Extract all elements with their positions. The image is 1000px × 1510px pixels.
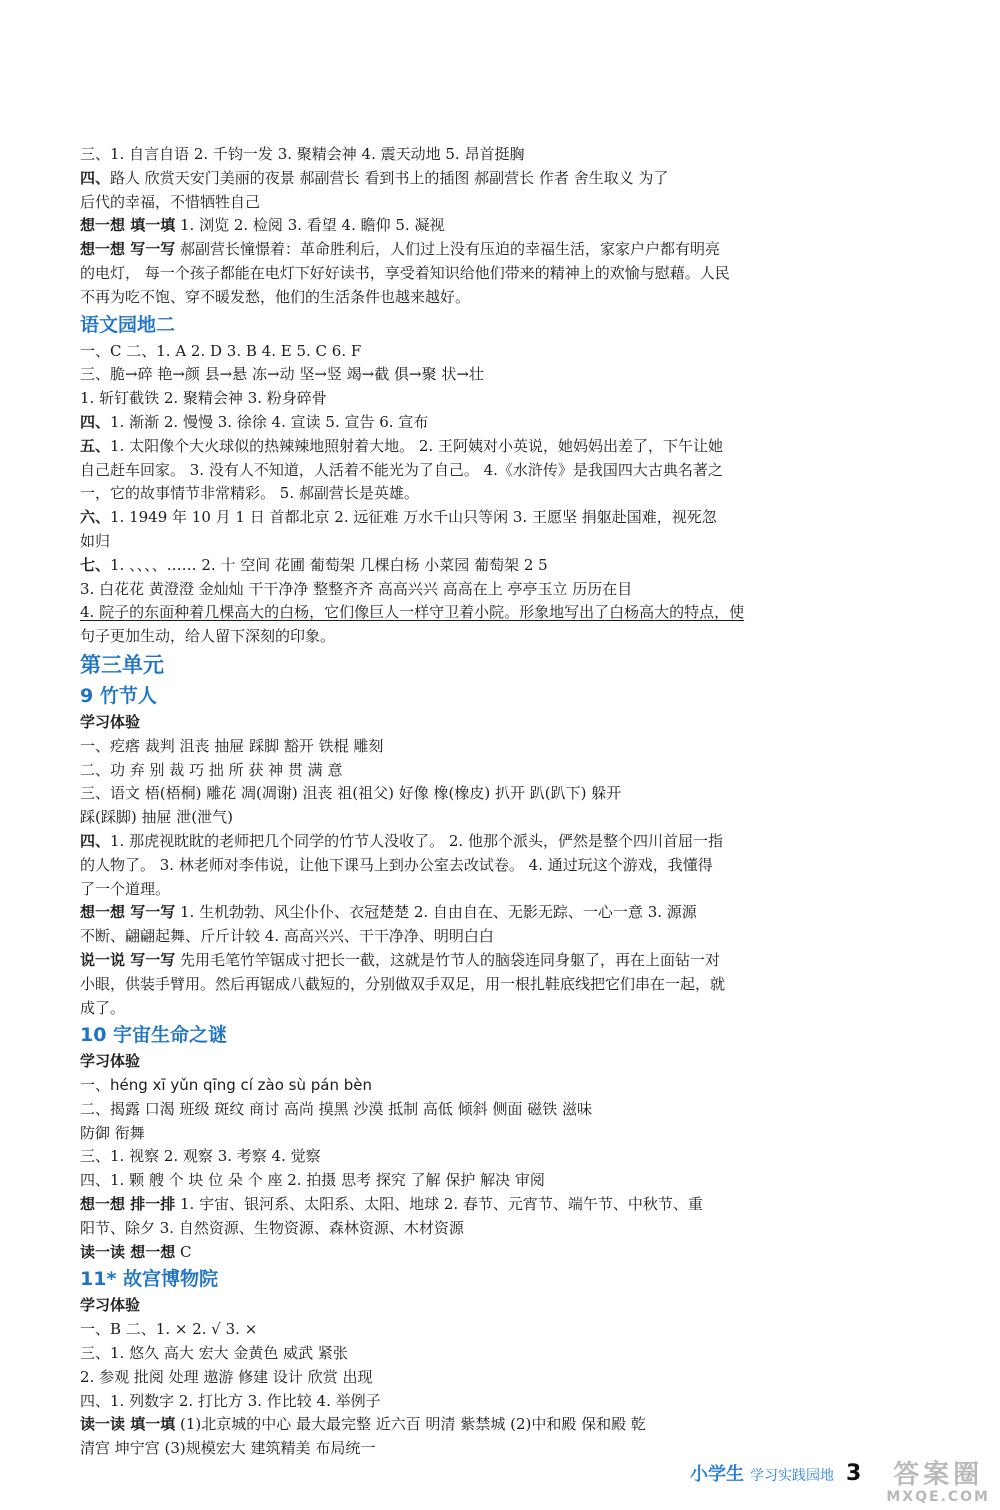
- answer-line: [80, 1390, 880, 1414]
- line-text: 阳节、除夕 3. 自然资源、生物资源、森林资源、木材资源: [80, 1218, 464, 1237]
- watermark-text: 答案圈: [893, 1460, 984, 1490]
- line-text: 1. 渐渐 2. 慢慢 3. 徐徐 4. 宣读 5. 宣告 6. 宣布: [110, 412, 429, 431]
- line-label: 学习体验: [80, 1296, 141, 1315]
- answer-line: [80, 625, 880, 649]
- line-label: 四、: [80, 412, 111, 431]
- line-text: 郝副营长憧憬着：革命胜利后，人们过上没有压迫的幸福生活，家家户户都有明亮: [175, 240, 721, 259]
- line-label: 想一想 写一写: [80, 903, 176, 922]
- watermark-logo: [886, 1462, 990, 1504]
- page-footer: [690, 1460, 861, 1486]
- section-heading: 9 竹节人: [80, 684, 157, 707]
- line-text: 句子更加生动，给人留下深刻的印象。: [80, 627, 336, 646]
- answer-line: [80, 949, 880, 973]
- answer-line: [80, 601, 880, 625]
- line-text: 三、1. 视察 2. 观察 3. 考察 4. 觉察: [80, 1147, 321, 1166]
- answer-line: [80, 1318, 880, 1342]
- answer-line: [80, 901, 880, 925]
- line-text: 三、语文 梧(梧桐) 雕花 凋(凋谢) 沮丧 祖(祖父) 好像 橡(橡皮) 扒开 趴(趴下) 躲开: [80, 784, 622, 803]
- line-label: 说一说 写一写: [80, 950, 176, 969]
- answer-line: [80, 1437, 880, 1461]
- answer-line: [80, 1342, 880, 1366]
- line-text: 不断、翩翩起舞、斤斤计较 4. 高高兴兴、干干净净、明明白白: [80, 927, 494, 946]
- answer-content: [80, 143, 880, 1461]
- answer-line: [80, 554, 880, 578]
- line-text: 三、脆→碎 艳→颜 县→悬 冻→动 坚→竖 竭→截 俱→聚 状→壮: [80, 365, 484, 384]
- answer-line: [80, 167, 880, 191]
- answer-line: [80, 459, 880, 483]
- answer-line: [80, 143, 880, 167]
- line-text: 一、héng xī yǔn qīng cí zào sù pán bèn: [80, 1076, 373, 1095]
- answer-line: [80, 238, 880, 262]
- answer-line: [80, 1217, 880, 1241]
- answer-line: [80, 1050, 880, 1074]
- line-label: 七、: [80, 555, 111, 574]
- line-label: 六、: [80, 508, 111, 527]
- line-text: 防御 衔舞: [80, 1123, 145, 1142]
- answer-line: [80, 1241, 880, 1265]
- line-label: 想一想 排一排: [80, 1195, 176, 1214]
- answer-line: [80, 854, 880, 878]
- section-heading: 11* 故宫博物院: [80, 1268, 218, 1291]
- line-text: 一、疙瘩 裁判 沮丧 抽屉 踩脚 豁开 铁棍 雕刻: [80, 736, 384, 755]
- line-text: 1. 太阳像个大火球似的热辣辣地照射着大地。 2. 王阿姨对小英说，她妈妈出差了，下午让她: [110, 436, 723, 455]
- answer-line: [80, 759, 880, 783]
- section-heading: 语文园地二: [80, 313, 176, 336]
- answer-line: [80, 1098, 880, 1122]
- line-text: 不再为吃不饱、穿不暖发愁，他们的生活条件也越来越好。: [80, 287, 471, 306]
- line-text: 1. 、、、、…… 2. 十 空间 花圃 葡萄架 几棵白杨 小菜园 葡萄架 2 5: [110, 555, 548, 574]
- line-label: 五、: [80, 436, 111, 455]
- answer-line: [80, 286, 880, 310]
- line-text: 一、B 二、1. × 2. √ 3. ×: [80, 1320, 258, 1339]
- line-label: 学习体验: [80, 712, 141, 731]
- answer-line: [80, 1169, 880, 1193]
- answer-line: [80, 530, 880, 554]
- answer-line: [80, 411, 880, 435]
- answer-line: [80, 506, 880, 530]
- answer-line: [80, 997, 880, 1021]
- line-text: 了一个道理。: [80, 879, 171, 898]
- line-text: 四、1. 颗 艘 个 块 位 朵 个 座 2. 拍摄 思考 探究 了解 保护 解决 审阅: [80, 1171, 545, 1190]
- section-heading: 10 宇宙生命之谜: [80, 1024, 228, 1047]
- page-number: 3: [846, 1461, 862, 1486]
- line-label: 读一读 填一填: [80, 1415, 176, 1434]
- answer-line: [80, 482, 880, 506]
- line-text: 1. 生机勃勃、风尘仆仆、衣冠楚楚 2. 自由自在、无影无踪、一心一意 3. 源源: [175, 903, 697, 922]
- line-text: 的电灯， 每一个孩子都能在电灯下好好读书，享受着知识给他们带来的精神上的欢愉与慰藉。人民: [80, 263, 730, 282]
- line-label: 想一想 填一填: [80, 216, 176, 235]
- answer-line: [80, 806, 880, 830]
- line-text: 小眼，供装手臂用。然后再锯成八截短的，分别做双手双足，用一根扎鞋底线把它们串在一起，就: [80, 974, 726, 993]
- line-text: C: [175, 1242, 192, 1261]
- answer-line: [80, 830, 880, 854]
- line-label: 想一想 写一写: [80, 240, 176, 259]
- line-text: 先用毛笔竹竿锯成寸把长一截，这就是竹节人的脑袋连同身躯了，再在上面钻一对: [175, 950, 721, 969]
- line-text: 成了。: [80, 998, 126, 1017]
- answer-line: [80, 1074, 880, 1098]
- line-text: 四、1. 列数字 2. 打比方 3. 作比较 4. 举例子: [80, 1391, 381, 1410]
- line-text: (1)北京城的中心 最大最完整 近六百 明清 紫禁城 (2)中和殿 保和殿 乾: [175, 1415, 646, 1434]
- answer-line: [80, 1413, 880, 1437]
- line-text: 如归: [80, 531, 111, 550]
- answer-line: [80, 1145, 880, 1169]
- line-text: 二、功 弃 别 裁 巧 拙 所 获 神 贯 满 意: [80, 760, 343, 779]
- line-text: 三、1. 悠久 高大 宏大 金黄色 威武 紧张: [80, 1344, 348, 1363]
- answer-line: [80, 1122, 880, 1146]
- answer-line: [80, 340, 880, 364]
- line-text: 2. 参观 批阅 处理 遨游 修建 设计 欣赏 出现: [80, 1367, 373, 1386]
- answer-line: [80, 435, 880, 459]
- line-text: 1. 1949 年 10 月 1 日 首都北京 2. 远征难 万水千山只等闲 3. 王愿坚 捐躯赴国难，视死忽: [110, 508, 717, 527]
- line-label: 学习体验: [80, 1052, 141, 1071]
- answer-line: [80, 387, 880, 411]
- line-text: 1. 浏览 2. 检阅 3. 看望 4. 瞻仰 5. 凝视: [175, 216, 445, 235]
- answer-line: [80, 578, 880, 602]
- answer-line: [80, 214, 880, 238]
- line-text: 3. 白花花 黄澄澄 金灿灿 干干净净 整整齐齐 高高兴兴 高高在上 亭亭玉立 历历在目: [80, 579, 633, 598]
- line-text: 1. 斩钉截铁 2. 聚精会神 3. 粉身碎骨: [80, 389, 327, 408]
- line-text: 的人物了。 3. 林老师对李伟说，让他下课马上到办公室去改试卷。 4. 通过玩这个游戏，我懂得: [80, 855, 713, 874]
- answer-line: [80, 711, 880, 735]
- line-text: 路人 欣赏天安门美丽的夜景 郝副营长 看到书上的插图 郝副营长 作者 舍生取义 为了: [110, 168, 669, 187]
- line-text: 1. 那虎视眈眈的老师把几个同学的竹节人没收了。 2. 他那个派头，俨然是整个四川首屈一指: [110, 831, 723, 850]
- line-text: 二、揭露 口渴 班级 斑纹 商讨 高尚 摸黑 沙漠 抵制 高低 倾斜 侧面 磁铁 滋味: [80, 1099, 592, 1118]
- line-text: 踩(踩脚) 抽屉 泄(泄气): [80, 808, 233, 827]
- line-text: 1. 宇宙、银河系、太阳系、太阳、地球 2. 春节、元宵节、端午节、中秋节、重: [175, 1195, 703, 1214]
- line-text: 4. 院子的东面种着几棵高大的白杨，它们像巨人一样守卫着小院。形象地写出了白杨高大的特点，使: [80, 603, 745, 622]
- answer-line: [80, 735, 880, 759]
- answer-line: [80, 973, 880, 997]
- answer-line: [80, 363, 880, 387]
- answer-line: [80, 191, 880, 215]
- watermark-url: MXQE.COM: [886, 1489, 990, 1505]
- footer-subtitle: 学习实践园地: [750, 1468, 834, 1484]
- line-text: 三、1. 自言自语 2. 千钧一发 3. 聚精会神 4. 震天动地 5. 昂首挺胸: [80, 145, 525, 163]
- answer-line: [80, 1193, 880, 1217]
- answer-line: [80, 878, 880, 902]
- answer-line: [80, 1294, 880, 1318]
- line-text: 一、C 二、1. A 2. D 3. B 4. E 5. C 6. F: [80, 341, 362, 360]
- line-text: 自己赶车回家。 3. 没有人不知道，人活着不能光为了自己。 4.《水浒传》是我国四大古典名著之: [80, 460, 723, 479]
- line-text: 一，它的故事情节非常精彩。 5. 郝副营长是英雄。: [80, 484, 419, 503]
- line-label: 读一读 想一想: [80, 1242, 176, 1261]
- answer-line: [80, 1366, 880, 1390]
- answer-line: [80, 262, 880, 286]
- line-label: 四、: [80, 831, 111, 850]
- line-label: 四、: [80, 168, 111, 187]
- answer-line: [80, 782, 880, 806]
- footer-brand: 小学生: [690, 1464, 744, 1485]
- line-text: 清宫 坤宁宫 (3)规模宏大 建筑精美 布局统一: [80, 1439, 376, 1458]
- answer-line: [80, 925, 880, 949]
- line-text: 后代的幸福，不惜牺牲自己: [80, 192, 261, 211]
- section-heading: 第三单元: [80, 652, 164, 677]
